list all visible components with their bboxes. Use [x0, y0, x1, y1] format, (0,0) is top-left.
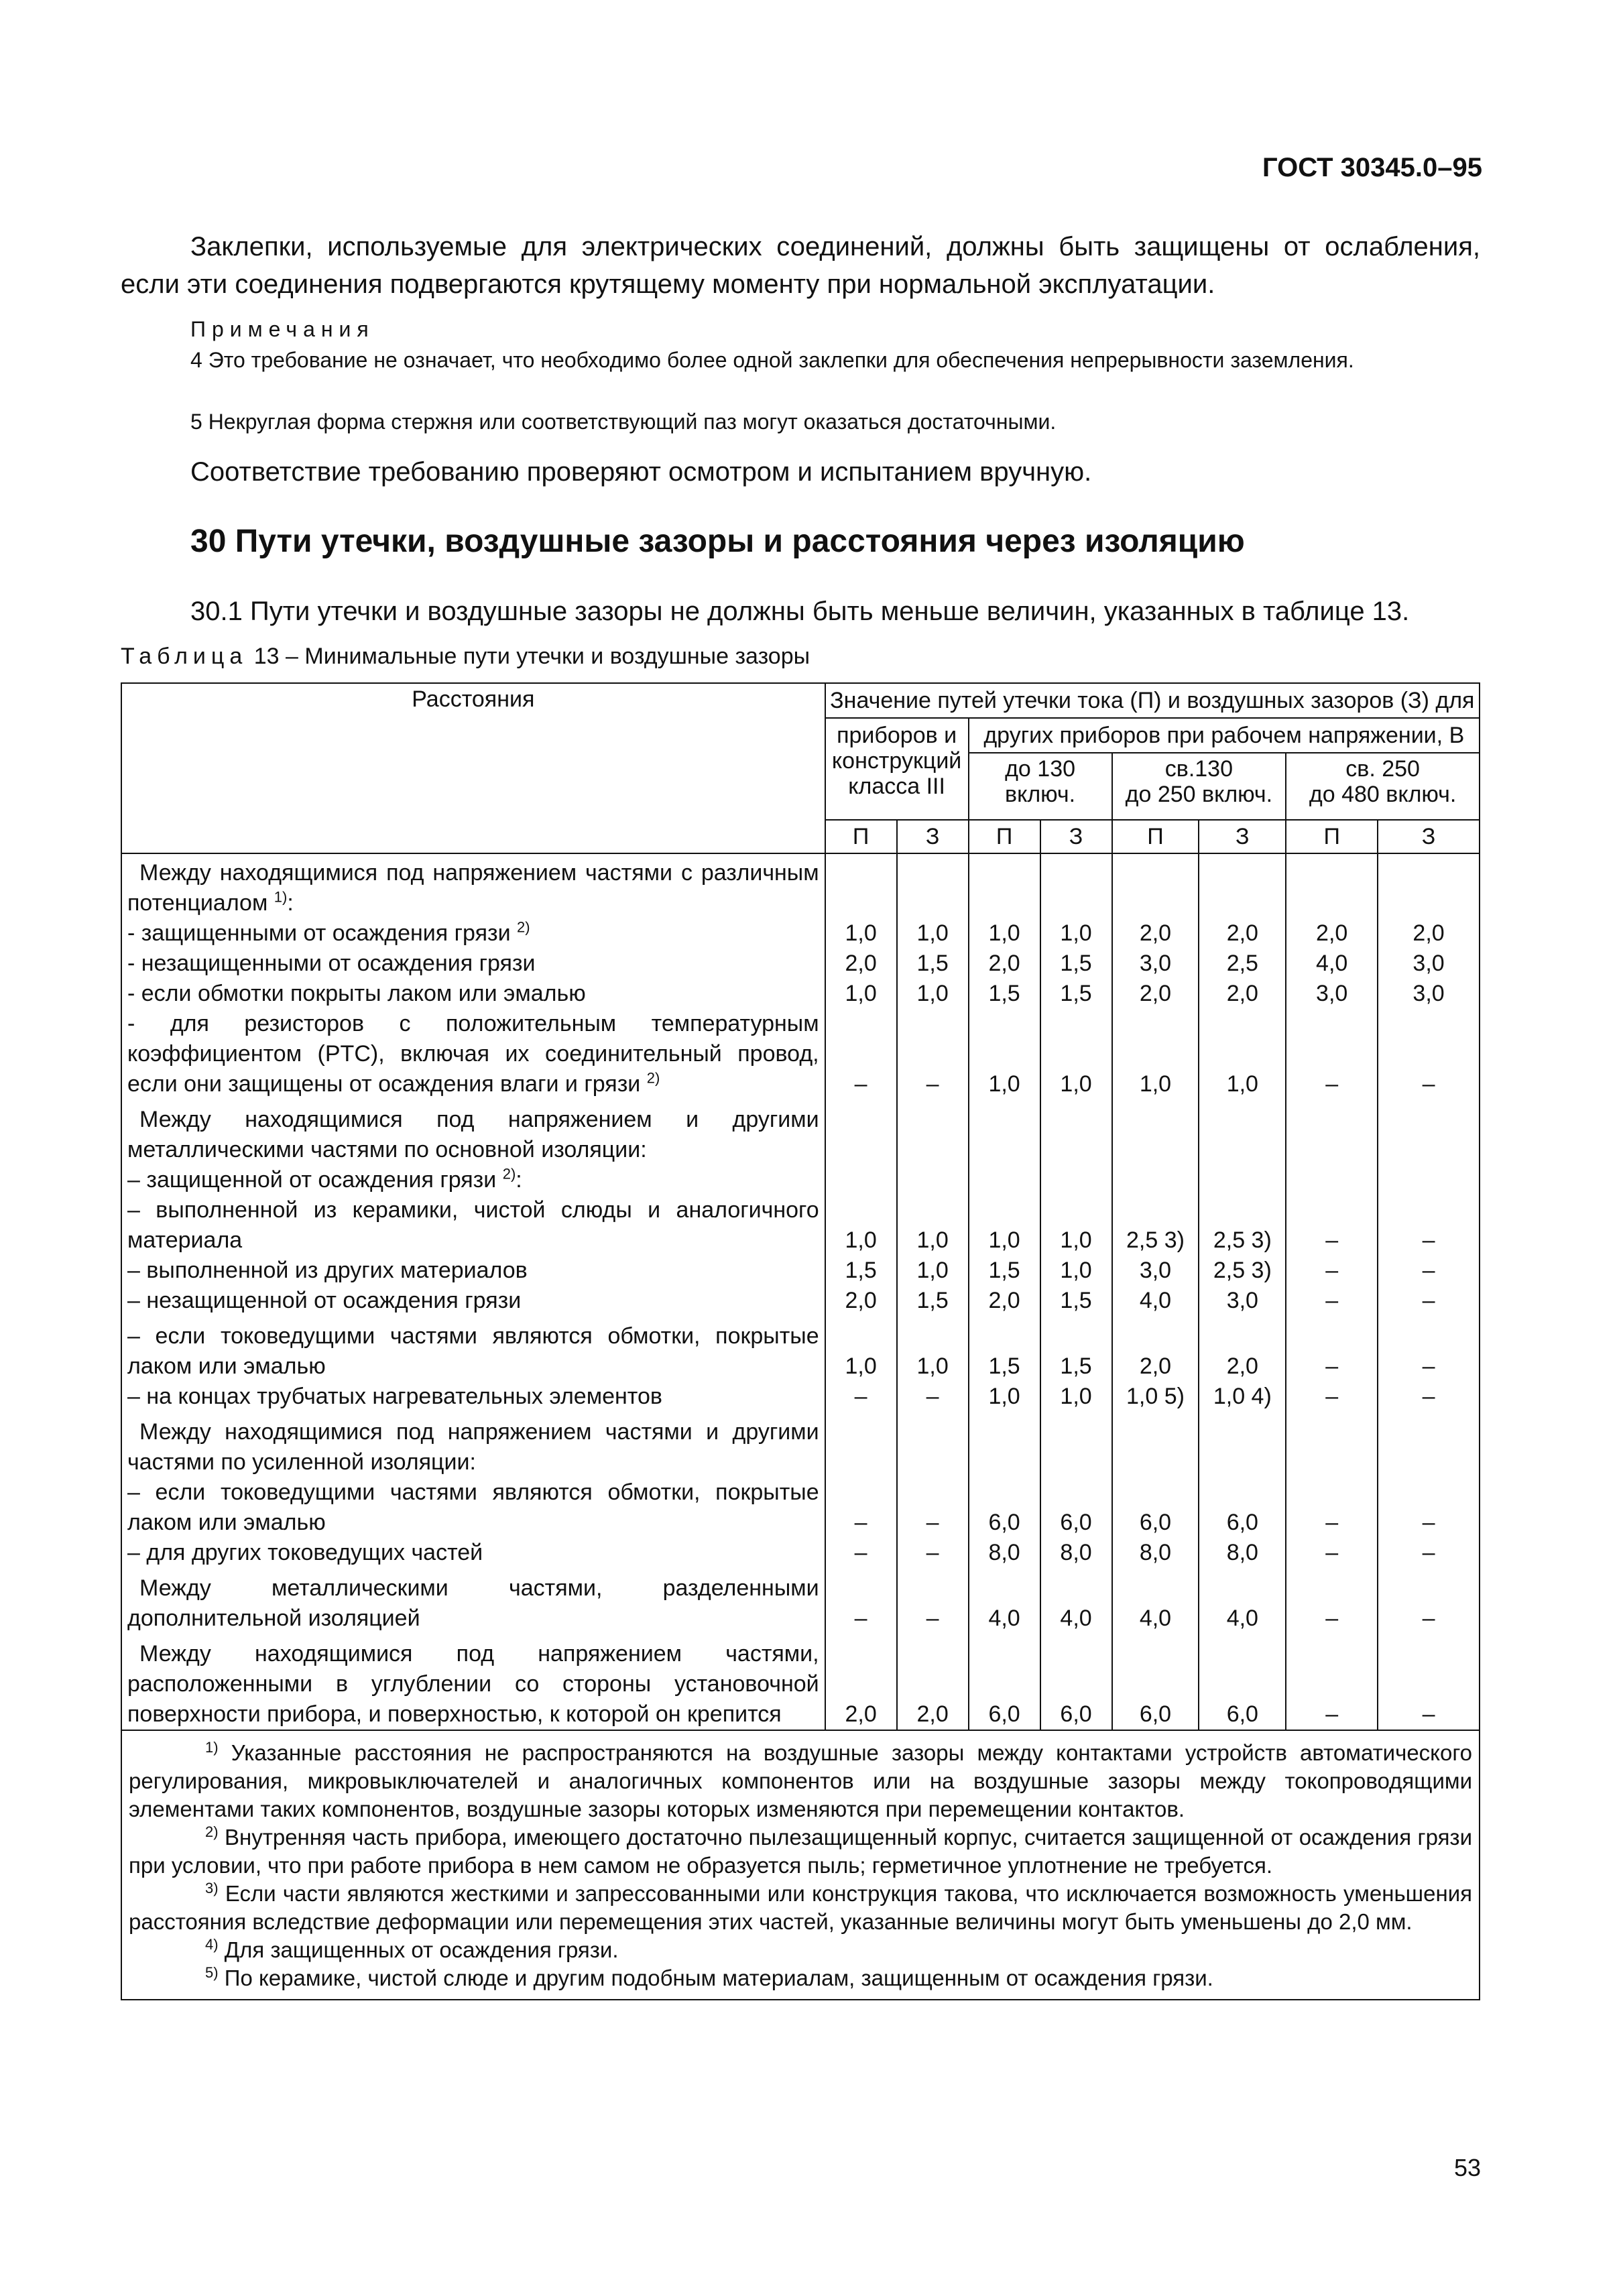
- voltage-480-header: [1286, 753, 1480, 820]
- row-description: [121, 1009, 825, 1099]
- row-tail: :: [516, 1167, 522, 1193]
- value-cell: 2,5 3): [1199, 1195, 1286, 1256]
- value-cell: 4,0: [1040, 1568, 1112, 1634]
- row-text: Между металлическими частями, разделенными дополнительной изоляцией: [127, 1575, 819, 1631]
- value-cell: 2,0: [1199, 918, 1286, 949]
- footnote: [129, 1739, 1472, 1823]
- value-cell: [1378, 1412, 1480, 1477]
- footnote: [129, 1964, 1472, 1992]
- row-description: [121, 1165, 825, 1195]
- value-cell: 8,0: [1199, 1538, 1286, 1568]
- row-description: [121, 1195, 825, 1256]
- value-cell: 3,0: [1378, 979, 1480, 1009]
- page-number: 53: [1453, 2154, 1481, 2181]
- value-cell: [897, 1099, 969, 1165]
- value-cell: 6,0: [1040, 1477, 1112, 1538]
- value-cell: [1286, 1099, 1378, 1165]
- table-row: [121, 1009, 1480, 1099]
- col-p-3: П: [1112, 820, 1199, 853]
- row-text: – выполненной из других материалов: [127, 1258, 528, 1283]
- voltage-480-line1: св. 250: [1345, 756, 1420, 782]
- col-p-2: П: [969, 820, 1040, 853]
- value-cell: [969, 853, 1040, 918]
- table-row: [121, 1477, 1480, 1538]
- value-cell: 8,0: [1112, 1538, 1199, 1568]
- row-description: [121, 1477, 825, 1538]
- note-4: 4 Это требование не означает, что необходимо более одной заклепки для обеспечения непрерывности заземления.: [190, 348, 1354, 372]
- value-cell: 2,0: [1112, 979, 1199, 1009]
- value-cell: 1,0 5): [1112, 1382, 1199, 1412]
- value-cell: –: [825, 1382, 897, 1412]
- value-cell: [1040, 1099, 1112, 1165]
- value-cell: 2,0: [897, 1634, 969, 1730]
- value-cell: 1,0: [825, 918, 897, 949]
- value-cell: 2,0: [1199, 1316, 1286, 1382]
- row-description: [121, 1634, 825, 1730]
- value-cell: –: [897, 1538, 969, 1568]
- value-cell: 1,0: [825, 979, 897, 1009]
- value-cell: [1112, 1412, 1199, 1477]
- standard-number: ГОСТ 30345.0–95: [1262, 153, 1482, 182]
- value-cell: 6,0: [1199, 1634, 1286, 1730]
- value-cell: 2,0: [1286, 918, 1378, 949]
- footnote-text: Внутренняя часть прибора, имеющего достаточно пылезащищенный корпус, считается защищенной от осаждения грязи при условии, что при работе прибора в нем самом не образуется пыль; герметичное уплотнение не требуется.: [129, 1825, 1472, 1878]
- value-cell: 3,0: [1378, 949, 1480, 979]
- row-text: Между находящимися под напряжением частями, расположенными в углублении со стороны установочной поверхности прибора, и поверхностью, к которой он крепится: [127, 1641, 819, 1727]
- value-cell: 1,0: [1040, 1009, 1112, 1099]
- value-cell: [1199, 1412, 1286, 1477]
- value-cell: 2,5: [1199, 949, 1286, 979]
- value-cell: 1,5: [825, 1256, 897, 1286]
- row-description: [121, 1382, 825, 1412]
- value-cell: 4,0: [1112, 1286, 1199, 1316]
- footnote-mark: 1): [205, 1739, 219, 1756]
- value-cell: 1,0: [1040, 918, 1112, 949]
- value-cell: 2,0: [1199, 979, 1286, 1009]
- col-z-2: З: [1040, 820, 1112, 853]
- row-description: [121, 853, 825, 918]
- table-row: [121, 949, 1480, 979]
- value-cell: [1112, 1099, 1199, 1165]
- value-cell: 1,0: [897, 1256, 969, 1286]
- value-cell: –: [1286, 1195, 1378, 1256]
- value-cell: –: [1378, 1568, 1480, 1634]
- value-cell: 2,0: [1112, 1316, 1199, 1382]
- class3-header: приборов и конструкций класса III: [825, 718, 969, 820]
- value-cell: [1112, 853, 1199, 918]
- row-text: – выполненной из керамики, чистой слюды и аналогичного материала: [127, 1197, 819, 1253]
- value-cell: [1286, 853, 1378, 918]
- value-cell: 4,0: [969, 1568, 1040, 1634]
- footnote-ref: 1): [274, 888, 288, 906]
- row-description: [121, 1412, 825, 1477]
- value-cell: 2,0: [969, 1286, 1040, 1316]
- row-description: [121, 1256, 825, 1286]
- table-caption: [121, 644, 810, 670]
- value-cell: –: [1378, 1316, 1480, 1382]
- value-cell: –: [1286, 1256, 1378, 1286]
- section-heading: 30 Пути утечки, воздушные зазоры и расстояния через изоляцию: [190, 524, 1245, 559]
- value-cell: 1,5: [969, 1256, 1040, 1286]
- table-row: [121, 979, 1480, 1009]
- value-cell: –: [1378, 1634, 1480, 1730]
- row-description: [121, 949, 825, 979]
- footnote-text: По керамике, чистой слюде и другим подобным материалам, защищенным от осаждения грязи.: [224, 1966, 1213, 1990]
- value-cell: [969, 1099, 1040, 1165]
- value-cell: 2,0: [1378, 918, 1480, 949]
- table-row: [121, 918, 1480, 949]
- row-description: [121, 918, 825, 949]
- notes-label: Примечания: [190, 317, 375, 341]
- value-cell: 6,0: [969, 1634, 1040, 1730]
- table-row: [121, 1382, 1480, 1412]
- value-cell: –: [897, 1382, 969, 1412]
- distances-header: Расстояния: [121, 683, 825, 853]
- voltage-250-header: [1112, 753, 1286, 820]
- value-cell: –: [1378, 1538, 1480, 1568]
- row-description: [121, 1286, 825, 1316]
- value-cell: [825, 1165, 897, 1195]
- value-cell: [1112, 1165, 1199, 1195]
- value-cell: 1,5: [1040, 949, 1112, 979]
- value-cell: –: [1286, 1009, 1378, 1099]
- row-text: Между находящимися под напряжением и другими металлическими частями по основной изоляции:: [127, 1107, 819, 1162]
- footnote-text: Указанные расстояния не распространяются на воздушные зазоры между контактами устройств автоматического регулирования, микровыключателей и аналогичных компонентов или на воздушные зазоры между токопроводящими элементами таких компонентов, воздушные зазоры которых изменяются при перемещении контактов.: [129, 1740, 1472, 1821]
- value-cell: 1,0: [897, 979, 969, 1009]
- value-cell: –: [1378, 1477, 1480, 1538]
- value-cell: –: [1286, 1538, 1378, 1568]
- value-cell: 6,0: [1199, 1477, 1286, 1538]
- value-cell: 4,0: [1199, 1568, 1286, 1634]
- value-cell: 1,0: [969, 1382, 1040, 1412]
- col-p-4: П: [1286, 820, 1378, 853]
- row-description: [121, 1099, 825, 1165]
- value-cell: [1286, 1165, 1378, 1195]
- table-row: [121, 1165, 1480, 1195]
- col-p-1: П: [825, 820, 897, 853]
- value-cell: –: [1378, 1009, 1480, 1099]
- table-row: [121, 1256, 1480, 1286]
- value-cell: 3,0: [1112, 949, 1199, 979]
- value-cell: –: [1378, 1382, 1480, 1412]
- value-cell: 3,0: [1199, 1286, 1286, 1316]
- value-cell: 1,0: [1040, 1382, 1112, 1412]
- value-cell: 1,0 4): [1199, 1382, 1286, 1412]
- value-cell: [825, 1412, 897, 1477]
- row-description: [121, 1316, 825, 1382]
- footnote-mark: 4): [205, 1936, 219, 1953]
- value-cell: 1,0: [897, 1195, 969, 1256]
- value-cell: –: [897, 1568, 969, 1634]
- table-row: [121, 1099, 1480, 1165]
- value-cell: 1,0: [969, 918, 1040, 949]
- footnote: [129, 1880, 1472, 1936]
- value-cell: [969, 1412, 1040, 1477]
- row-text: Между находящимися под напряжением частями и другими частями по усиленной изоляции:: [127, 1419, 819, 1475]
- value-cell: 2,0: [825, 949, 897, 979]
- value-cell: [897, 1412, 969, 1477]
- value-cell: 1,5: [969, 1316, 1040, 1382]
- table-label: Таблица: [121, 644, 248, 669]
- row-text: - для резисторов с положительным температурным коэффициентом (PTC), включая их соединительный провод, если они защищены от осаждения влаги и грязи: [127, 1011, 819, 1097]
- value-cell: 1,5: [1040, 1316, 1112, 1382]
- voltage-480-line2: до 480 включ.: [1309, 782, 1457, 807]
- footnote-mark: 3): [205, 1880, 219, 1896]
- footnote-text: Для защищенных от осаждения грязи.: [224, 1937, 619, 1962]
- row-description: [121, 979, 825, 1009]
- row-text: – защищенной от осаждения грязи: [127, 1167, 497, 1193]
- row-text: – незащищенной от осаждения грязи: [127, 1288, 522, 1313]
- value-cell: –: [1286, 1568, 1378, 1634]
- value-cell: 4,0: [1112, 1568, 1199, 1634]
- table-caption-text: 13 – Минимальные пути утечки и воздушные зазоры: [253, 644, 810, 669]
- value-cell: –: [825, 1009, 897, 1099]
- col-z-4: З: [1378, 820, 1480, 853]
- footnote-mark: 2): [205, 1823, 219, 1840]
- voltage-250-line1: св.130: [1164, 756, 1234, 782]
- compliance-check: Соответствие требованию проверяют осмотром и испытанием вручную.: [190, 457, 1092, 487]
- value-cell: 2,5 3): [1199, 1256, 1286, 1286]
- value-cell: 2,0: [825, 1634, 897, 1730]
- table-row: [121, 1538, 1480, 1568]
- value-cell: 1,0: [825, 1195, 897, 1256]
- value-cell: 3,0: [1286, 979, 1378, 1009]
- row-text: – если токоведущими частями являются обмотки, покрытые лаком или эмалью: [127, 1323, 819, 1379]
- col-z-3: З: [1199, 820, 1286, 853]
- rivets-paragraph: Заклепки, используемые для электрических соединений, должны быть защищены от ослабления, если эти соединения подвергаются крутящему моменту при нормальной эксплуатации.: [121, 232, 1480, 299]
- value-cell: [1040, 853, 1112, 918]
- table-row: [121, 1195, 1480, 1256]
- table-row: [121, 1316, 1480, 1382]
- footnote-mark: 5): [205, 1964, 219, 1981]
- value-cell: [825, 1099, 897, 1165]
- value-cell: 1,0: [1040, 1256, 1112, 1286]
- row-description: [121, 1568, 825, 1634]
- value-cell: 1,5: [1040, 979, 1112, 1009]
- row-text: – на концах трубчатых нагревательных элементов: [127, 1384, 662, 1409]
- col-z-1: З: [897, 820, 969, 853]
- table-row: [121, 1634, 1480, 1730]
- value-cell: 2,0: [825, 1286, 897, 1316]
- value-cell: –: [825, 1538, 897, 1568]
- value-cell: [1378, 853, 1480, 918]
- values-header: Значение путей утечки тока (П) и воздушных зазоров (З) для: [825, 683, 1480, 718]
- value-cell: –: [1286, 1634, 1378, 1730]
- row-description: [121, 1538, 825, 1568]
- footnote-ref: 2): [502, 1165, 516, 1183]
- row-text: – для других токоведущих частей: [127, 1540, 483, 1565]
- value-cell: [1378, 1099, 1480, 1165]
- table-footnotes: [121, 1730, 1480, 2000]
- voltage-250-line2: до 250 включ.: [1125, 782, 1273, 807]
- clause-30-1: 30.1 Пути утечки и воздушные зазоры не должны быть меньше величин, указанных в таблице 13.: [190, 597, 1410, 626]
- footnote-ref: 2): [517, 918, 530, 936]
- value-cell: [1378, 1165, 1480, 1195]
- table-row: [121, 1412, 1480, 1477]
- footnote: [129, 1936, 1472, 1964]
- row-text: - если обмотки покрыты лаком или эмалью: [127, 981, 586, 1006]
- row-text: – если токоведущими частями являются обмотки, покрытые лаком или эмалью: [127, 1479, 819, 1535]
- value-cell: 1,0: [969, 1195, 1040, 1256]
- value-cell: 1,5: [897, 949, 969, 979]
- value-cell: 1,0: [897, 918, 969, 949]
- value-cell: 2,5 3): [1112, 1195, 1199, 1256]
- value-cell: [825, 853, 897, 918]
- value-cell: –: [825, 1477, 897, 1538]
- value-cell: 6,0: [969, 1477, 1040, 1538]
- value-cell: –: [1286, 1382, 1378, 1412]
- value-cell: 8,0: [1040, 1538, 1112, 1568]
- value-cell: [1040, 1412, 1112, 1477]
- value-cell: [1286, 1412, 1378, 1477]
- row-tail: :: [287, 890, 294, 916]
- value-cell: 2,0: [1112, 918, 1199, 949]
- value-cell: –: [1286, 1477, 1378, 1538]
- footnote: [129, 1823, 1472, 1880]
- table-head: [121, 683, 1480, 853]
- value-cell: [897, 1165, 969, 1195]
- value-cell: 1,0: [897, 1316, 969, 1382]
- value-cell: [1199, 1165, 1286, 1195]
- note-5: 5 Некруглая форма стержня или соответствующий паз могут оказаться достаточными.: [190, 410, 1057, 434]
- value-cell: 3,0: [1112, 1256, 1199, 1286]
- value-cell: –: [1378, 1195, 1480, 1256]
- value-cell: [897, 853, 969, 918]
- row-text: Между находящимися под напряжением частями с различным потенциалом: [127, 860, 819, 916]
- table-body: [121, 853, 1480, 1730]
- value-cell: 8,0: [969, 1538, 1040, 1568]
- clearance-table: [121, 682, 1480, 2000]
- value-cell: 4,0: [1286, 949, 1378, 979]
- value-cell: –: [1378, 1256, 1480, 1286]
- value-cell: [1199, 1099, 1286, 1165]
- value-cell: 2,0: [969, 949, 1040, 979]
- value-cell: 1,0: [1112, 1009, 1199, 1099]
- value-cell: –: [825, 1568, 897, 1634]
- value-cell: 1,5: [897, 1286, 969, 1316]
- value-cell: –: [1286, 1286, 1378, 1316]
- table-row: [121, 853, 1480, 918]
- value-cell: –: [1286, 1316, 1378, 1382]
- footnote-text: Если части являются жесткими и запрессованными или конструкция такова, что исключается возможность уменьшения расстояния вследствие деформации или перемещения этих частей, указанные величины могут быть уменьшены до 2,0 мм.: [129, 1881, 1472, 1934]
- value-cell: 6,0: [1040, 1634, 1112, 1730]
- table-row: [121, 1568, 1480, 1634]
- other-devices-header: других приборов при рабочем напряжении, В: [969, 718, 1480, 753]
- value-cell: [969, 1165, 1040, 1195]
- value-cell: –: [1378, 1286, 1480, 1316]
- value-cell: 1,5: [969, 979, 1040, 1009]
- table-row: [121, 1286, 1480, 1316]
- value-cell: –: [897, 1009, 969, 1099]
- value-cell: 1,0: [1040, 1195, 1112, 1256]
- value-cell: [1040, 1165, 1112, 1195]
- value-cell: 1,0: [969, 1009, 1040, 1099]
- footnotes-cell: [121, 1730, 1480, 2000]
- value-cell: –: [897, 1477, 969, 1538]
- voltage-130-header: до 130 включ.: [969, 753, 1112, 820]
- value-cell: 6,0: [1112, 1477, 1199, 1538]
- value-cell: 1,5: [1040, 1286, 1112, 1316]
- value-cell: 6,0: [1112, 1634, 1199, 1730]
- row-text: - незащищенными от осаждения грязи: [127, 951, 536, 976]
- value-cell: 1,0: [825, 1316, 897, 1382]
- row-text: - защищенными от осаждения грязи: [127, 920, 511, 946]
- value-cell: 1,0: [1199, 1009, 1286, 1099]
- footnote-ref: 2): [646, 1069, 660, 1087]
- value-cell: [1199, 853, 1286, 918]
